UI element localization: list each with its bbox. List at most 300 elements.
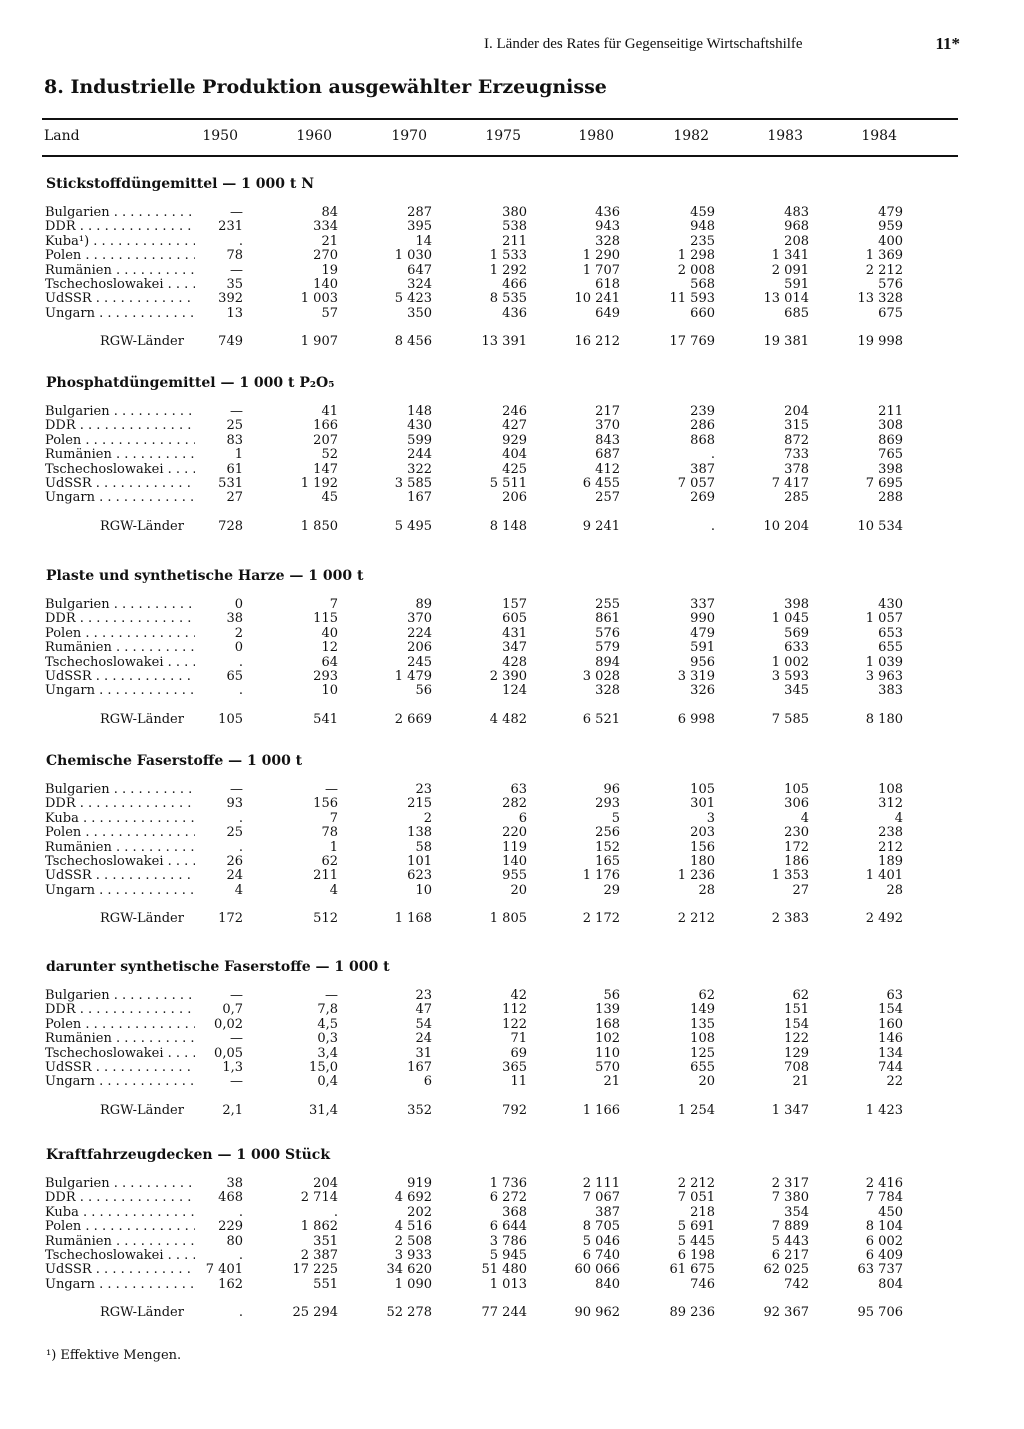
table-cell: 6 217 [771, 1248, 809, 1263]
table-cell: 1 236 [677, 868, 715, 884]
table-cell: 2,1 [222, 1102, 243, 1118]
table-row [0, 405, 1024, 419]
column-header [0, 128, 1024, 148]
total-label: RGW-Länder [100, 712, 184, 727]
table-cell: 3 963 [865, 669, 903, 684]
table-cell: 861 [595, 611, 620, 627]
table-cell: 8 148 [489, 518, 527, 534]
table-cell: 208 [784, 233, 809, 249]
table-cell: 568 [690, 277, 715, 292]
section-title: Stickstoffdüngemittel — 1 000 t N [46, 176, 315, 192]
table-row [0, 826, 1024, 840]
table-cell: — [325, 782, 338, 797]
table-cell: 5 511 [489, 476, 527, 491]
table-row [0, 1032, 1024, 1046]
country-label: Polen . . . [45, 1220, 195, 1234]
table-cell: 220 [502, 825, 527, 841]
table-cell: 1 479 [394, 669, 432, 684]
table-cell: 31 [415, 1045, 432, 1061]
table-cell: 345 [784, 683, 809, 699]
table-cell: 6 272 [489, 1190, 527, 1206]
table-row [0, 419, 1024, 433]
table-cell: 154 [784, 1016, 809, 1032]
table-cell: 28 [886, 882, 903, 898]
table-cell: 286 [690, 418, 715, 434]
table-cell: . [238, 1204, 243, 1220]
table-cell: 102 [595, 1031, 620, 1047]
table-cell: 24 [226, 868, 243, 884]
table-cell: — [230, 1031, 243, 1047]
running-title: I. Länder des Rates für Gegenseitige Wirtschaftshilfe [484, 36, 803, 52]
table-cell: 58 [415, 839, 432, 855]
table-cell: 160 [878, 1016, 903, 1032]
table-cell: 255 [595, 597, 620, 612]
country-label: Kuba . . . [45, 812, 195, 826]
country-label: Tschechoslowakei . . . [45, 278, 195, 292]
table-cell: 5 443 [771, 1233, 809, 1249]
table-cell: 1 907 [300, 334, 338, 350]
table-cell: 93 [226, 796, 243, 812]
table-cell: 1 192 [300, 476, 338, 491]
table-cell: 2 390 [489, 669, 527, 684]
table-cell: 1 090 [394, 1276, 432, 1292]
table-cell: 541 [313, 711, 338, 727]
table-cell: 2 212 [677, 1176, 715, 1191]
table-row [0, 206, 1024, 220]
table-top-rule [42, 118, 958, 120]
table-cell: 7 [329, 810, 338, 826]
table-cell: 7 051 [677, 1190, 715, 1206]
table-cell: 0,7 [222, 1002, 243, 1018]
table-cell: 11 593 [669, 291, 715, 307]
table-cell: 77 244 [481, 1305, 527, 1321]
table-cell: 2 383 [771, 911, 809, 927]
table-cell: 7 889 [771, 1219, 809, 1235]
country-label: Rumänien . . . [45, 641, 195, 655]
table-cell: 19 381 [763, 334, 809, 350]
table-cell: 4 [800, 810, 809, 826]
table-cell: 591 [784, 277, 809, 292]
country-label: Tschechoslowakei . . . [45, 656, 195, 670]
table-cell: 792 [502, 1102, 527, 1118]
table-cell: 56 [415, 683, 432, 699]
table-cell: 229 [218, 1219, 243, 1235]
table-row [0, 1177, 1024, 1191]
country-label: Rumänien . . . [45, 1032, 195, 1046]
table-row [0, 292, 1024, 306]
table-cell: 40 [321, 625, 338, 641]
table-cell: 6 740 [582, 1248, 620, 1263]
table-cell: 392 [218, 291, 243, 307]
table-cell: 2 387 [300, 1248, 338, 1263]
table-cell: 1 298 [677, 248, 715, 264]
table-cell: 96 [603, 782, 620, 797]
country-label: Ungarn . . . [45, 1278, 195, 1292]
table-cell: 479 [690, 625, 715, 641]
table-cell: 2 [234, 625, 243, 641]
table-cell: 1 003 [300, 291, 338, 307]
country-label: UdSSR . . . [45, 477, 195, 491]
table-cell: 468 [218, 1190, 243, 1206]
total-row [0, 1104, 1024, 1118]
table-cell: 512 [313, 911, 338, 927]
country-label: Bulgarien . . . [45, 989, 195, 1003]
country-label: Rumänien . . . [45, 448, 195, 462]
table-cell: 6 409 [865, 1248, 903, 1263]
table-cell: 742 [784, 1276, 809, 1292]
table-cell: 138 [407, 825, 432, 841]
table-cell: 108 [878, 782, 903, 797]
table-cell: 135 [690, 1016, 715, 1032]
table-cell: 2 508 [394, 1233, 432, 1249]
table-cell: 1 168 [394, 911, 432, 927]
country-label: Rumänien . . . [45, 841, 195, 855]
table-cell: 315 [784, 418, 809, 434]
table-cell: 147 [313, 461, 338, 477]
table-cell: 868 [690, 432, 715, 448]
table-cell: 84 [321, 205, 338, 220]
table-cell: 675 [878, 305, 903, 321]
table-cell: 235 [690, 233, 715, 249]
table-cell: 623 [407, 868, 432, 884]
table-cell: 110 [595, 1045, 620, 1061]
table-cell: 312 [878, 796, 903, 812]
country-label: DDR . . . [45, 612, 195, 626]
table-cell: 1 166 [582, 1102, 620, 1118]
table-cell: 21 [321, 233, 338, 249]
table-cell: 746 [690, 1276, 715, 1292]
table-cell: 6 002 [865, 1233, 903, 1249]
country-label: Bulgarien . . . [45, 1177, 195, 1191]
table-cell: . [238, 810, 243, 826]
table-cell: 63 [886, 988, 903, 1003]
table-cell: 122 [784, 1031, 809, 1047]
table-cell: 6 521 [582, 711, 620, 727]
table-cell: 166 [313, 418, 338, 434]
country-label: DDR . . . [45, 797, 195, 811]
table-cell: 948 [690, 219, 715, 235]
table-cell: 129 [784, 1045, 809, 1061]
table-cell: 3,4 [317, 1045, 338, 1061]
table-cell: 337 [690, 597, 715, 612]
table-cell: 57 [321, 305, 338, 321]
table-cell: 285 [784, 490, 809, 506]
table-cell: 189 [878, 854, 903, 869]
table-cell: 7 585 [771, 711, 809, 727]
table-row [0, 1191, 1024, 1205]
table-cell: 151 [784, 1002, 809, 1018]
table-cell: 929 [502, 432, 527, 448]
table-cell: 206 [502, 490, 527, 506]
table-cell: 105 [784, 782, 809, 797]
table-cell: 63 737 [857, 1262, 903, 1278]
table-cell: 618 [595, 277, 620, 292]
table-cell: 25 294 [292, 1305, 338, 1321]
table-cell: 16 212 [574, 334, 620, 350]
table-cell: 2 669 [394, 711, 432, 727]
table-cell: 17 769 [669, 334, 715, 350]
table-cell: 167 [407, 490, 432, 506]
table-cell: 211 [878, 404, 903, 419]
table-cell: . [238, 233, 243, 249]
table-row [0, 869, 1024, 883]
table-cell: 483 [784, 205, 809, 220]
table-cell: 7 [329, 597, 338, 612]
table-cell: 633 [784, 640, 809, 656]
table-cell: 24 [415, 1031, 432, 1047]
table-row [0, 477, 1024, 491]
table-cell: 3 593 [771, 669, 809, 684]
country-label: Rumänien . . . [45, 264, 195, 278]
table-cell: 1 805 [489, 911, 527, 927]
table-cell: 56 [603, 988, 620, 1003]
table-cell: 531 [218, 476, 243, 491]
table-cell: 156 [690, 839, 715, 855]
table-cell: 872 [784, 432, 809, 448]
table-cell: 21 [792, 1074, 809, 1090]
table-cell: 47 [415, 1002, 432, 1018]
table-cell: 430 [878, 597, 903, 612]
table-cell: 204 [313, 1176, 338, 1191]
table-row [0, 1003, 1024, 1017]
table-cell: 146 [878, 1031, 903, 1047]
table-cell: 352 [407, 1102, 432, 1118]
table-cell: 149 [690, 1002, 715, 1018]
table-cell: 395 [407, 219, 432, 235]
table-cell: 0 [234, 640, 243, 656]
table-cell: 0,02 [214, 1016, 243, 1032]
country-label: Tschechoslowakei . . . [45, 1047, 195, 1061]
table-cell: 943 [595, 219, 620, 235]
table-row [0, 235, 1024, 249]
table-cell: 156 [313, 796, 338, 812]
table-cell: 1 002 [771, 654, 809, 670]
table-cell: 5 423 [394, 291, 432, 307]
table-cell: 28 [698, 882, 715, 898]
country-label: Polen . . . [45, 826, 195, 840]
table-cell: 370 [595, 418, 620, 434]
table-cell: 326 [690, 683, 715, 699]
country-label: Polen . . . [45, 434, 195, 448]
table-row [0, 884, 1024, 898]
table-cell: 350 [407, 305, 432, 321]
table-row [0, 264, 1024, 278]
country-label: Tschechoslowakei . . . [45, 1249, 195, 1263]
table-cell: 206 [407, 640, 432, 656]
table-cell: 7,8 [317, 1002, 338, 1018]
table-cell: 324 [407, 277, 432, 292]
total-row [0, 713, 1024, 727]
table-cell: 115 [313, 611, 338, 627]
table-cell: 41 [321, 404, 338, 419]
table-cell: 211 [313, 868, 338, 884]
table-cell: 431 [502, 625, 527, 641]
table-cell: 78 [226, 248, 243, 264]
total-label: RGW-Länder [100, 1306, 184, 1321]
table-cell: 7 417 [771, 476, 809, 491]
table-cell: — [230, 782, 243, 797]
table-cell: 1 013 [489, 1276, 527, 1292]
table-cell: 293 [595, 796, 620, 812]
table-cell: 13 328 [857, 291, 903, 307]
table-cell: 20 [698, 1074, 715, 1090]
table-cell: 708 [784, 1060, 809, 1075]
table-cell: 2 008 [677, 262, 715, 278]
table-row [0, 627, 1024, 641]
table-cell: 27 [792, 882, 809, 898]
table-cell: — [230, 404, 243, 419]
table-cell: 2 714 [300, 1190, 338, 1206]
table-row [0, 1206, 1024, 1220]
table-cell: 1 254 [677, 1102, 715, 1118]
table-cell: 6 [518, 810, 527, 826]
table-cell: 218 [690, 1204, 715, 1220]
table-cell: 246 [502, 404, 527, 419]
table-cell: 328 [595, 233, 620, 249]
table-cell: 687 [595, 447, 620, 463]
table-cell: 347 [502, 640, 527, 656]
table-cell: 334 [313, 219, 338, 235]
table-cell: 2 212 [865, 262, 903, 278]
table-cell: 230 [784, 825, 809, 841]
table-cell: 430 [407, 418, 432, 434]
table-row [0, 598, 1024, 612]
table-cell: 231 [218, 219, 243, 235]
table-cell: 62 [792, 988, 809, 1003]
country-label: DDR . . . [45, 1003, 195, 1017]
table-cell: 569 [784, 625, 809, 641]
table-cell: 7 695 [865, 476, 903, 491]
table-row [0, 841, 1024, 855]
table-cell: 733 [784, 447, 809, 463]
table-row [0, 220, 1024, 234]
table-cell: 26 [226, 854, 243, 869]
table-row [0, 1278, 1024, 1292]
table-cell: 378 [784, 461, 809, 477]
table-cell: 6 198 [677, 1248, 715, 1263]
table-cell: 479 [878, 205, 903, 220]
section-title: Chemische Faserstoffe — 1 000 t [46, 753, 303, 769]
table-cell: 62 [698, 988, 715, 1003]
table-cell: 21 [603, 1074, 620, 1090]
table-row [0, 307, 1024, 321]
table-cell: 224 [407, 625, 432, 641]
table-cell: 404 [502, 447, 527, 463]
table-cell: 3 319 [677, 669, 715, 684]
country-label: DDR . . . [45, 1191, 195, 1205]
total-row [0, 335, 1024, 349]
table-cell: 570 [595, 1060, 620, 1075]
table-cell: 5 945 [489, 1248, 527, 1263]
country-label: UdSSR . . . [45, 1263, 195, 1277]
table-cell: 322 [407, 461, 432, 477]
table-cell: . [710, 447, 715, 463]
table-row [0, 1263, 1024, 1277]
table-row [0, 656, 1024, 670]
table-cell: 579 [595, 640, 620, 656]
column-header-land: Land [44, 128, 80, 144]
table-cell: 1 292 [489, 262, 527, 278]
table-cell: 62 [321, 854, 338, 869]
table-cell: 139 [595, 1002, 620, 1018]
table-cell: 11 [510, 1074, 527, 1090]
table-cell: 1 [329, 839, 338, 855]
table-cell: 1 [234, 447, 243, 463]
table-cell: 7 380 [771, 1190, 809, 1206]
table-cell: 1 039 [865, 654, 903, 670]
country-label: Bulgarien . . . [45, 783, 195, 797]
table-cell: 217 [595, 404, 620, 419]
table-cell: 52 [321, 447, 338, 463]
column-header-year: 1982 [673, 128, 709, 144]
section-title: darunter synthetische Faserstoffe — 1 000 t [46, 959, 390, 975]
table-cell: 1,3 [222, 1060, 243, 1075]
section-title: Phosphatdüngemittel — 1 000 t P₂O₅ [46, 375, 335, 391]
table-row [0, 491, 1024, 505]
table-cell: 269 [690, 490, 715, 506]
table-cell: 95 706 [857, 1305, 903, 1321]
table-cell: 60 066 [574, 1262, 620, 1278]
table-cell: 61 [226, 461, 243, 477]
country-label: UdSSR . . . [45, 670, 195, 684]
table-cell: 425 [502, 461, 527, 477]
table-cell: 90 962 [574, 1305, 620, 1321]
table-row [0, 448, 1024, 462]
table-cell: 14 [415, 233, 432, 249]
section-title: Kraftfahrzeugdecken — 1 000 Stück [46, 1147, 331, 1163]
section-title: Plaste und synthetische Harze — 1 000 t [46, 568, 364, 584]
total-label: RGW-Länder [100, 912, 184, 927]
table-cell: 180 [690, 854, 715, 869]
table-cell: 282 [502, 796, 527, 812]
table-cell: 10 [415, 882, 432, 898]
table-row [0, 1018, 1024, 1032]
country-label: UdSSR . . . [45, 292, 195, 306]
table-row [0, 1075, 1024, 1089]
table-cell: 211 [502, 233, 527, 249]
table-cell: 4 692 [394, 1190, 432, 1206]
table-row [0, 434, 1024, 448]
table-row [0, 1249, 1024, 1263]
table-cell: 7 067 [582, 1190, 620, 1206]
table-cell: 8 180 [865, 711, 903, 727]
table-cell: . [710, 518, 715, 534]
table-cell: — [230, 988, 243, 1003]
table-cell: 301 [690, 796, 715, 812]
table-cell: 398 [878, 461, 903, 477]
table-cell: 64 [321, 654, 338, 670]
table-cell: 65 [226, 669, 243, 684]
table-cell: 2 416 [865, 1176, 903, 1191]
table-cell: 990 [690, 611, 715, 627]
column-header-year: 1975 [485, 128, 521, 144]
table-cell: 2 172 [582, 911, 620, 927]
table-cell: 13 [226, 305, 243, 321]
table-cell: 38 [226, 1176, 243, 1191]
country-label: DDR . . . [45, 419, 195, 433]
table-row [0, 684, 1024, 698]
table-cell: 31,4 [309, 1102, 338, 1118]
table-cell: 8 104 [865, 1219, 903, 1235]
country-label: Polen . . . [45, 1018, 195, 1032]
table-cell: 328 [595, 683, 620, 699]
table-cell: 387 [595, 1204, 620, 1220]
table-cell: 168 [595, 1016, 620, 1032]
table-cell: 0 [234, 597, 243, 612]
country-label: Bulgarien . . . [45, 206, 195, 220]
table-row [0, 249, 1024, 263]
table-cell: 7 401 [205, 1262, 243, 1278]
